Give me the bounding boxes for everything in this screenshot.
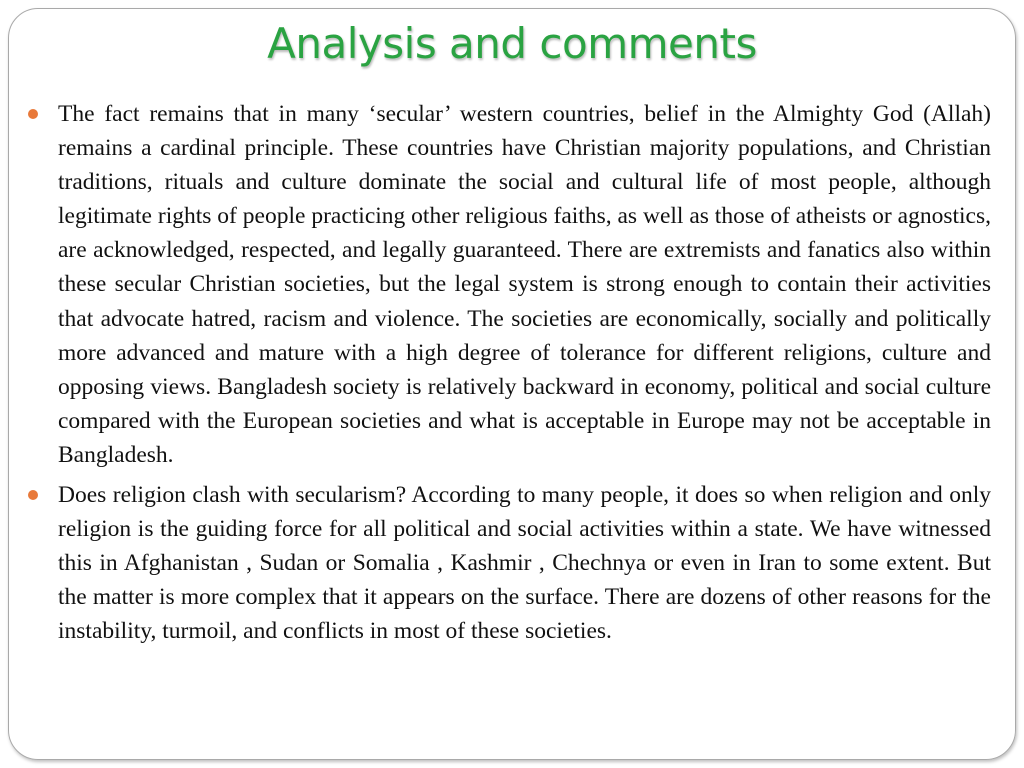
bullet-item-1	[58, 97, 991, 472]
slide-title: Analysis and comments	[267, 19, 757, 68]
bullet-item-2	[58, 478, 991, 648]
bullet-list	[58, 97, 991, 655]
round-bullet-icon	[28, 109, 38, 119]
bullet-text-2: Does religion clash with secularism? According to many people, it does so when religion and only religion is the guiding force for all political and social activities within a state. We have witnessed this in Afghanistan , Sudan or Somalia , Kashmir , Chechnya or even in Iran to some extent. But the matter is more complex that it appears on the surface. There are dozens of other reasons for the instability, turmoil, and conflicts in most of these societies.	[58, 482, 991, 645]
round-bullet-icon	[28, 490, 38, 500]
bullet-text-1: The fact remains that in many ‘secular’ western countries, belief in the Almighty God (Allah) remains a cardinal principle. These countries have Christian majority populations, and Christian traditions, rituals and culture dominate the social and cultural life of most people, although legitimate rights of people practicing other religious faiths, as well as those of atheists or agnostics, are acknowledged, respected, and legally guaranteed. There are extremists and fanatics also within these secular Christian societies, but the legal system is strong enough to contain their activities that advocate hatred, racism and violence. The societies are economically, socially and politically more advanced and mature with a high degree of tolerance for different religions, culture and opposing views. Bangladesh society is relatively backward in economy, political and social culture compared with the European societies and what is acceptable in Europe may not be acceptable in Bangladesh.	[58, 101, 991, 468]
